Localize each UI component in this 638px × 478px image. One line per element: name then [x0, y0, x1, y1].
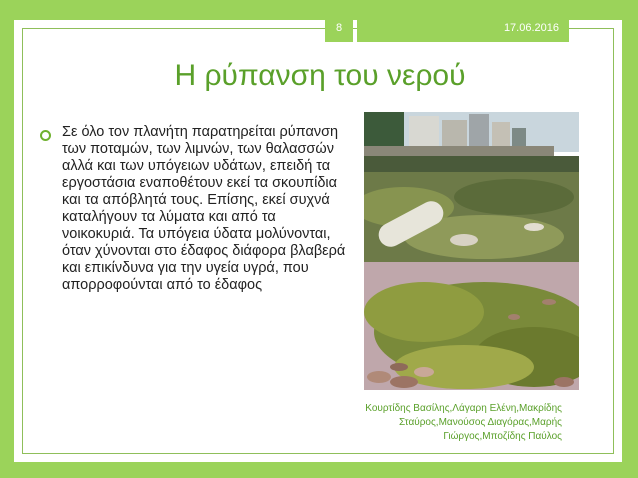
credits-line-2: Σταύρος,Μανούσος Διαγόρας,Μαρής: [398, 417, 562, 428]
credits-line-1: Κουρτίδης Βασίλης,Λάγαρη Ελένη,Μακρίδης: [365, 403, 562, 414]
polluted-shore-photo: [364, 112, 579, 262]
slide-date: 17.06.2016: [357, 14, 569, 42]
author-credits: [300, 402, 562, 444]
bullet-icon: [40, 130, 51, 141]
algae-stones-photo: [364, 262, 579, 390]
credits-line-3: Γιώργος,Μποζίδης Παύλος: [443, 431, 562, 442]
slide-number: 8: [325, 14, 353, 42]
body-paragraph: Σε όλο τον πλανήτη παρατηρείται ρύπανση των ποταμών, των λιμνών, των θαλασσών αλλά και των υπόγειων υδάτων, επειδή τα εργοστάσια εναποθέτουν εκεί τα σκουπίδια και τα απόβλητά τους. Επίσης, εκεί συχνά καταλήγουν τα λύματα και από τα νοικοκυριά. Τα υπόγεια ύδατα μολύνονται, όταν χύνονται στο έδαφος διάφορα βλαβερά και επικίνδυνα για την υγεία υγρά, που απορροφούνται από το έδαφος: [62, 124, 346, 293]
slide-title: Η ρύπανση του νερού: [174, 59, 466, 92]
